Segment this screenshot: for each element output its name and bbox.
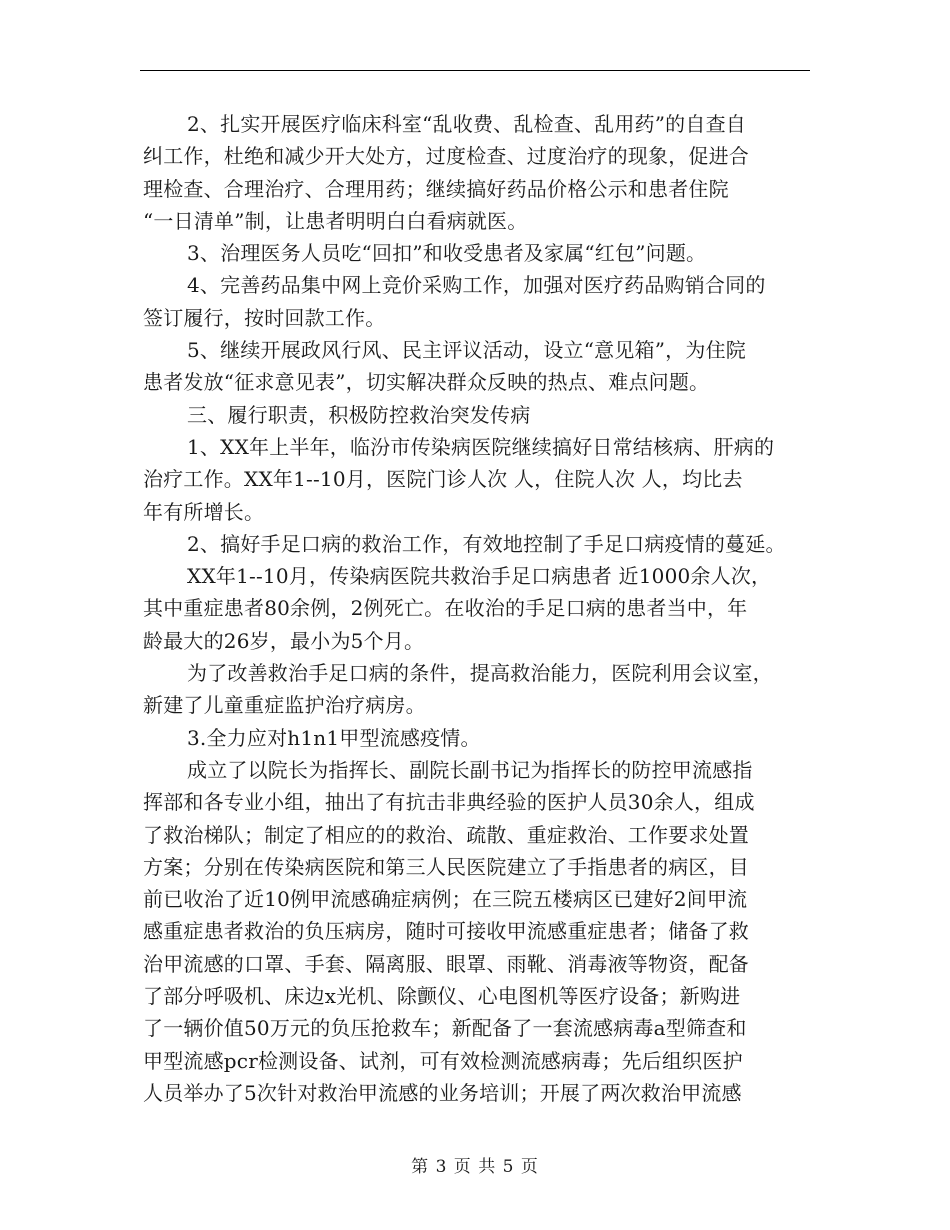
paragraph-line: 了救治梯队；制定了相应的的救治、疏散、重症救治、工作要求处置 (143, 822, 749, 847)
paragraph-line: 患者发放“征求意见表”，切实解决群众反映的热点、难点问题。 (143, 370, 710, 395)
paragraph-line: 其中重症患者80余例，2例死亡。在收治的手足口病的患者当中，年 (143, 596, 748, 621)
section-heading: 三、履行职责，积极防控救治突发传病 (187, 402, 531, 427)
paragraph-line: 2、搞好手足口病的救治工作，有效地控制了手足口病疫情的蔓延。 (187, 531, 786, 556)
paragraph-line: 成立了以院长为指挥长、副院长副书记为指挥长的防控甲流感指 (187, 757, 753, 782)
paragraph-line: 甲型流感pcr检测设备、试剂，可有效检测流感病毒；先后组织医护 (143, 1048, 743, 1073)
paragraph-line: 4、完善药品集中网上竞价采购工作，加强对医疗药品购销合同的 (187, 273, 766, 298)
paragraph-line: 5、继续开展政风行风、民主评议活动，设立“意见箱”，为住院 (187, 338, 746, 363)
paragraph-line: 挥部和各专业小组，抽出了有抗击非典经验的医护人员30余人，组成 (143, 790, 755, 815)
paragraph-line: 了部分呼吸机、床边x光机、除颤仪、心电图机等医疗设备；新购进 (143, 984, 741, 1009)
paragraph-line: 了一辆价值50万元的负压抢救车；新配备了一套流感病毒a型筛查和 (143, 1016, 747, 1041)
paragraph-line: 年有所增长。 (143, 499, 265, 524)
paragraph-line: 龄最大的26岁，最小为5个月。 (143, 628, 425, 653)
paragraph-line: 为了改善救治手足口病的条件，提高救治能力，医院利用会议室， (187, 661, 773, 686)
header-rule (140, 70, 810, 71)
paragraph-line: 治疗工作。XX年1--10月，医院门诊人次 人，住院人次 人，均比去 (143, 467, 743, 492)
paragraph-line: 人员举办了5次针对救治甲流感的业务培训；开展了两次救治甲流感 (143, 1080, 742, 1105)
paragraph-line: 感重症患者救治的负压病房，随时可接收甲流感重症患者；储备了救 (143, 919, 749, 944)
paragraph-line: 3.全力应对h1n1甲型流感疫情。 (187, 725, 481, 750)
paragraph-line: 前已收治了近10例甲流感确症病例；在三院五楼病区已建好2间甲流 (143, 887, 748, 912)
paragraph-line: 2、扎实开展医疗临床科室“乱收费、乱检查、乱用药”的自查自 (187, 112, 746, 136)
paragraph-line: 方案；分别在传染病医院和第三人民医院建立了手指患者的病区，目 (143, 854, 749, 879)
paragraph-line: 治甲流感的口罩、手套、隔离服、眼罩、雨靴、消毒液等物资，配备 (143, 951, 749, 976)
paragraph-line: 理检查、合理治疗、合理用药；继续搞好药品价格公示和患者住院 (143, 176, 729, 201)
paragraph-line: 3、治理医务人员吃“回扣”和收受患者及家属“红包”问题。 (187, 241, 707, 266)
paragraph-line: 纠工作，杜绝和减少开大处方，过度检查、过度治疗的现象，促进合 (143, 144, 749, 169)
paragraph-line: 签订履行，按时回款工作。 (143, 305, 386, 330)
paragraph-line: “一日清单”制，让患者明明白白看病就医。 (143, 208, 528, 233)
paragraph-line: 新建了儿童重症监护治疗病房。 (143, 693, 426, 718)
paragraph-line: 1、XX年上半年，临汾市传染病医院继续搞好日常结核病、肝病的 (187, 434, 775, 459)
page-number-footer: 第 3 页 共 5 页 (411, 1157, 539, 1177)
paragraph-line: XX年1--10月，传染病医院共救治手足口病患者 近1000余人次， (187, 564, 772, 589)
body-text (143, 108, 815, 1109)
